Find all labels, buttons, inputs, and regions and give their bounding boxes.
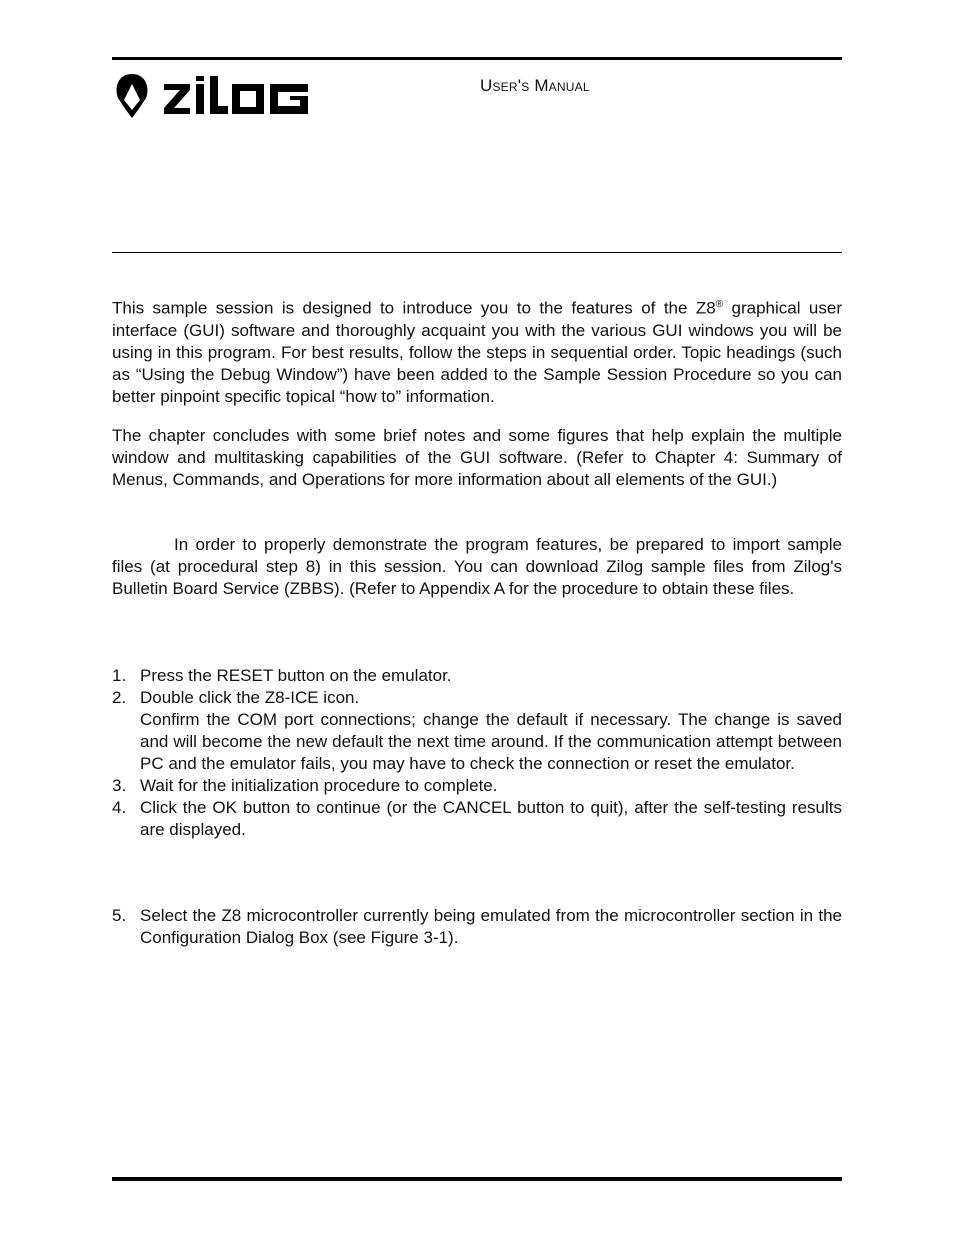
intro-paragraph-1: This sample session is designed to introduce you to the features of the Z8® graphical user interface (GUI) software and thoroughly acquaint you with the various GUI windows you will be using in this program. For best results, follow the steps in sequential order. Topic headings (such as “Using the Debug Window”) have been added to the Sample Session Procedure so you can better pinpoint specific topical “how to” information. [112, 298, 842, 406]
intro-paragraph-3: In order to properly demonstrate the program features, be prepared to import sample files (at procedural step 8) in this session. You can download Zilog sample files from Zilog's Bulletin Board Service (ZBBS). (Refer to Appendix A for the procedure to obtain these files. [112, 535, 842, 598]
list-item: 1. Press the RESET button on the emulator. [112, 666, 452, 685]
registered-mark: ® [715, 299, 724, 310]
intro-paragraph-2: The chapter concludes with some brief notes and some figures that help explain the multiple window and multitasking capabilities of the GUI software. (Refer to Chapter 4: Summary of Menus, Commands, and Operations for more information about all elements of the GUI.) [112, 426, 842, 489]
procedure-steps-2 [112, 905, 842, 949]
running-title: User's Manual [480, 76, 590, 95]
list-item: 5. Select the Z8 microcontroller currently being emulated from the microcontroller section in the Configuration Dialog Box (see Figure 3-1). [112, 906, 842, 947]
footer-rule [112, 1177, 842, 1181]
list-item: 4. Click the OK button to continue (or the CANCEL button to quit), after the self-testing results are displayed. [112, 798, 842, 839]
procedure-steps-1 [112, 665, 842, 841]
list-item: 2. Double click the Z8-ICE icon. Confirm the COM port connections; change the default if necessary. The change is saved and will become the new default the next time around. If the communication attempt between PC and the emulator fails, you may have to check the connection or reset the emulator. [112, 688, 842, 773]
zilog-logo-icon [112, 70, 324, 120]
header-top-rule [112, 57, 842, 60]
zilog-logo [112, 70, 324, 120]
step-note: Confirm the COM port connections; change the default if necessary. The change is saved and will become the new default the next time around. If the communication attempt between PC and the emulator fails, you may have to check the connection or reset the emulator. [140, 710, 842, 773]
list-item: 3. Wait for the initialization procedure to complete. [112, 776, 498, 795]
section-divider [112, 252, 842, 253]
